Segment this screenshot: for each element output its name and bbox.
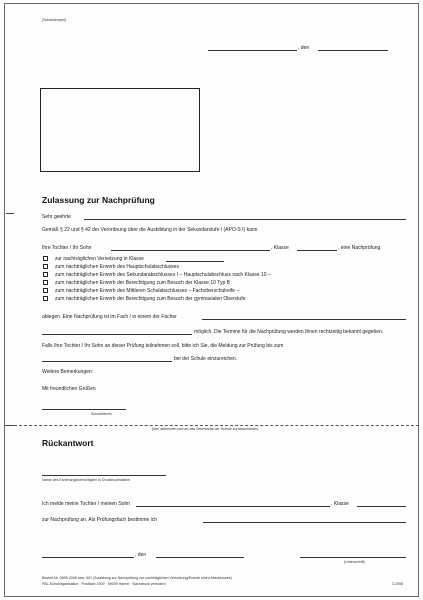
greeting: Mit freundlichen Grüßen bbox=[42, 386, 96, 392]
edition-code: 3.2008 bbox=[392, 582, 403, 586]
submit-text: bei der Schule einzureichen. bbox=[174, 356, 238, 362]
reply-date-label: , den bbox=[135, 552, 147, 558]
target-class-field[interactable] bbox=[166, 261, 224, 262]
reply-child-field[interactable] bbox=[136, 506, 330, 507]
reply-date-field[interactable] bbox=[156, 557, 244, 558]
fold-mark bbox=[6, 213, 14, 214]
place-field[interactable] bbox=[208, 50, 297, 51]
subjects-text: ablegen. Eine Nachprüfung ist im Fach / in einem der Fächer bbox=[42, 314, 177, 320]
option-checkbox[interactable] bbox=[43, 264, 48, 269]
reply-class-label: , Klasse bbox=[331, 501, 349, 507]
register-text: Ich melde meine Tochter / meinen Sohn bbox=[42, 501, 131, 507]
class-field[interactable] bbox=[297, 250, 337, 251]
option-label: zum nachträglichen Erwerb des Sekundarabschlusses I – Hauptschulabschluss nach Klasse 10 – bbox=[55, 272, 271, 278]
option-label: zum nachträglichen Erwerb des Hauptschulabschlusses bbox=[55, 264, 179, 270]
option-label: zum nachträglichen Erwerb der Berechtigung zum Besuch der Klasse 10 Typ B bbox=[55, 280, 230, 286]
order-number: Bestell-Nr. 0695-2008 bzw. 601 (Zulassung zur Nachprüfung zur nachträglichen Versetzung/Erwerb eines Abschlusses) bbox=[42, 576, 232, 580]
participation-text: Falls Ihre Tochter / Ihr Sohn an dieser Prüfung teilnehmen soll, bitte ich Sie, die Meldung zur Prüfung bis zum bbox=[42, 343, 284, 349]
option-checkbox[interactable] bbox=[43, 256, 48, 261]
option-label: zum nachträglichen Erwerb des Mittleren Schulabschlusses – Fachoberschulreife – bbox=[55, 288, 240, 294]
option-label: zur nachträglichen Versetzung in Klasse bbox=[55, 256, 144, 262]
salutation: Sehr geehrte bbox=[42, 214, 71, 220]
principal-signature-field[interactable] bbox=[42, 409, 126, 410]
option-checkbox[interactable] bbox=[43, 272, 48, 277]
date-field[interactable] bbox=[318, 50, 388, 51]
remarks-label: Weitere Bemerkungen: bbox=[42, 369, 94, 375]
reply-signature-field[interactable] bbox=[300, 557, 406, 558]
subjects-field-2[interactable] bbox=[42, 334, 192, 335]
guardian-name-field[interactable] bbox=[42, 475, 166, 476]
child-label: Ihre Tochter / Ihr Sohn bbox=[42, 245, 92, 251]
option-checkbox[interactable] bbox=[43, 288, 48, 293]
deadline-field[interactable] bbox=[42, 361, 172, 362]
principal-signature-label: Schulleiter/in bbox=[91, 412, 112, 416]
option-label: zum nachträglichen Erwerb der Berechtigung zum Besuch der gymnasialen Oberstufe bbox=[55, 296, 246, 302]
possible-text: möglich. Die Termine für die Nachprüfung werden Ihnen rechtzeitig bekannt gegeben. bbox=[194, 329, 384, 335]
fold-mark-lower bbox=[6, 425, 14, 426]
cut-note: (hier abtrennen und an das Sekretariat der Schule zurückschicken) bbox=[152, 427, 259, 431]
date-label: , den bbox=[298, 45, 310, 51]
class-label: , Klasse bbox=[271, 245, 289, 251]
reply-subject-text: zur Nachprüfung an. Als Prüfungsfach bestimme ich bbox=[42, 517, 158, 523]
stamp-label: (Schulstempel) bbox=[42, 18, 66, 22]
reply-place-field[interactable] bbox=[42, 557, 134, 558]
subjects-field[interactable] bbox=[202, 319, 406, 320]
legal-text: Gemäß § 22 und § 42 der Verordnung über die Ausbildung in der Sekundarstufe I (APO-S I) kann bbox=[42, 227, 258, 233]
publisher-info: FBL-Schulorganisation · Postfach 1909 · 59009 Hamm · Nachdruck verboten! bbox=[42, 582, 166, 586]
salutation-field[interactable] bbox=[84, 219, 406, 220]
option-checkbox[interactable] bbox=[43, 296, 48, 301]
reply-subject-field[interactable] bbox=[203, 522, 406, 523]
guardian-name-label: Name des Erziehungsberechtigten in Druckbuchstaben bbox=[42, 478, 130, 482]
reply-signature-label: (Unterschrift) bbox=[344, 560, 365, 564]
child-name-field[interactable] bbox=[111, 250, 270, 251]
reply-class-field[interactable] bbox=[357, 506, 406, 507]
address-window bbox=[40, 88, 200, 172]
exam-suffix: , eine Nachprüfung bbox=[338, 245, 381, 251]
reply-title: Rückantwort bbox=[42, 438, 94, 448]
form-title: Zulassung zur Nachprüfung bbox=[42, 195, 155, 205]
option-checkbox[interactable] bbox=[43, 280, 48, 285]
cut-line bbox=[4, 425, 419, 426]
